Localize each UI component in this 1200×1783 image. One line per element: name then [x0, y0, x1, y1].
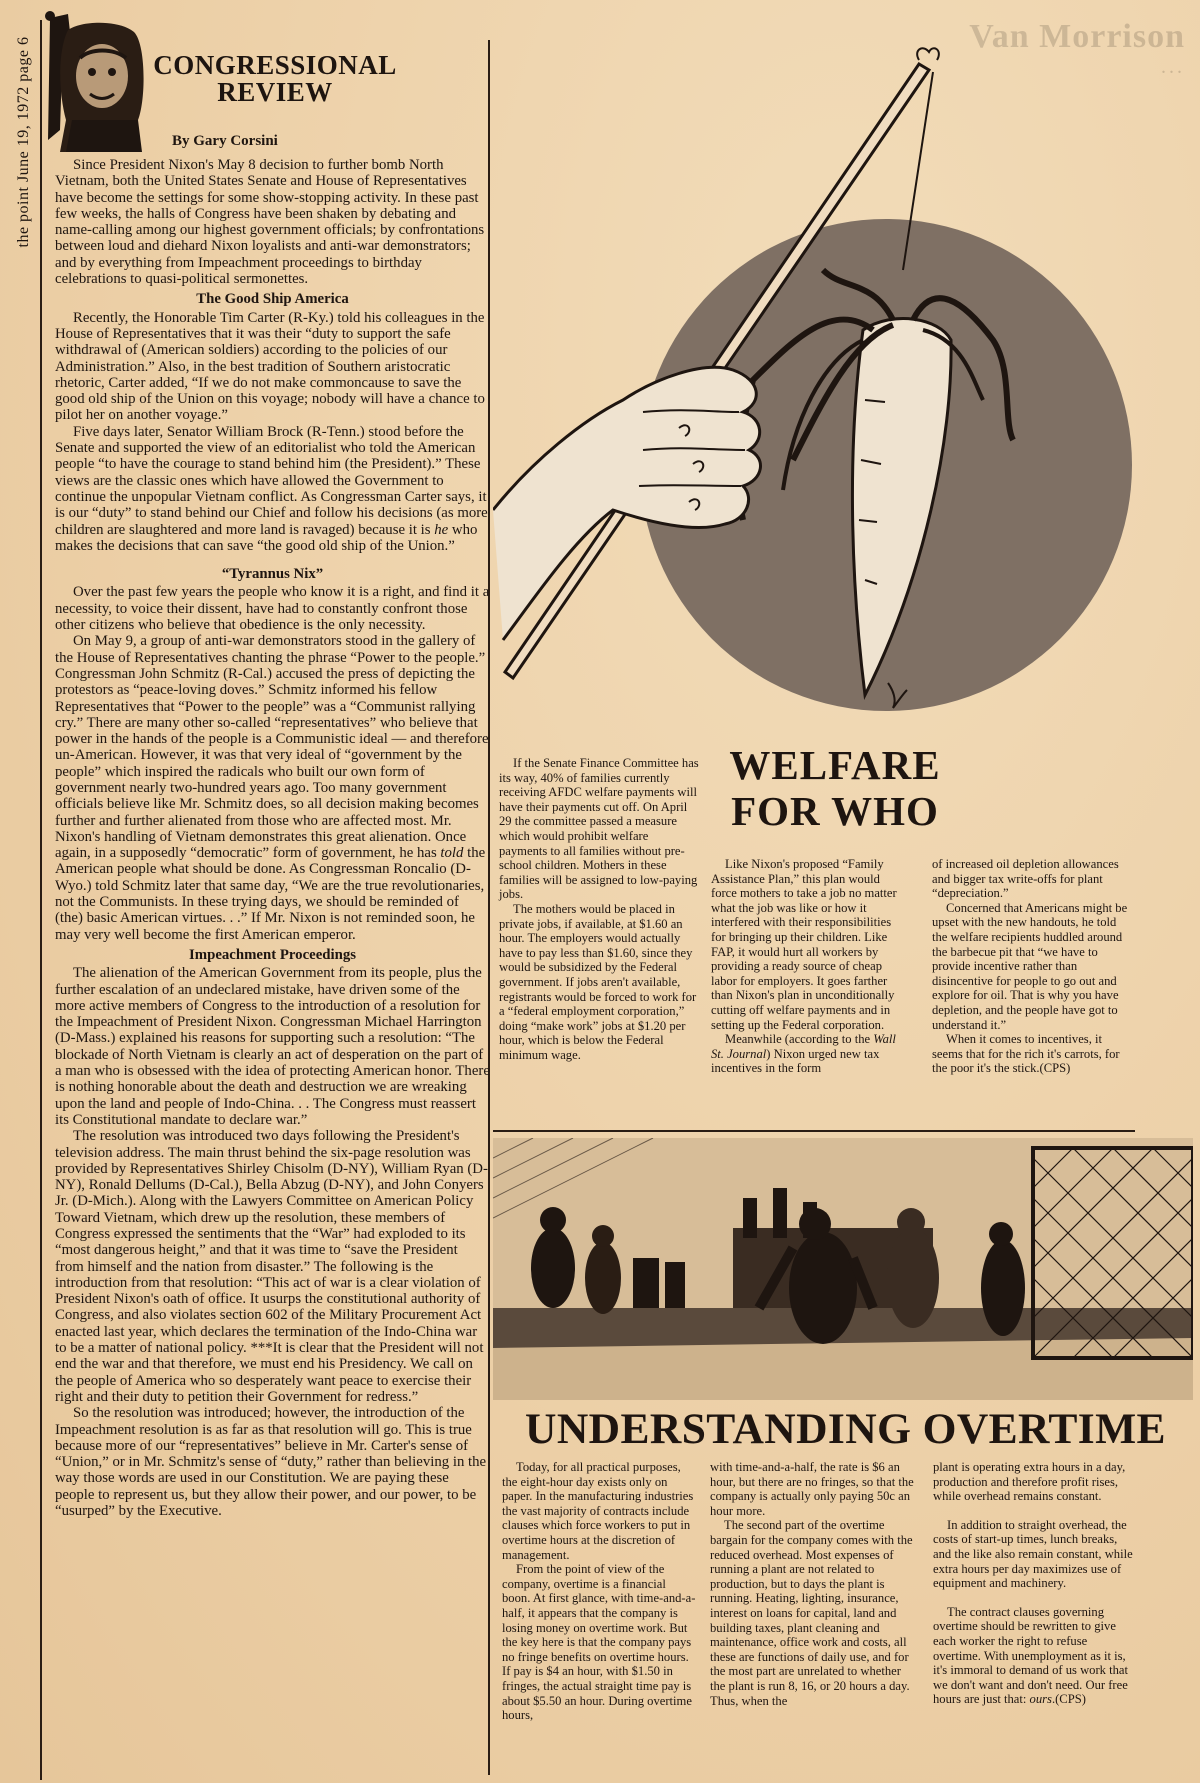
emphasis: Wall St. Journal: [711, 1032, 896, 1061]
overtime-column-1: [502, 1460, 697, 1723]
show-through-line-2: ...: [1161, 56, 1185, 78]
title-line-1: WELFARE: [729, 742, 941, 788]
article-paragraph: The second part of the overtime bargain for the company comes with the reduced overhead. Most expenses of running a plant are not related to production, but to days the plant is running. Heating, lighting, insurance, interest on loans for capital, land and building taxes, plant cleaning and maintenance, office work and costs, all these are functions of daily use, and for the most part are unrelated to whether the plant is run 8, 16, or 20 hours a day. Thus, when the: [710, 1518, 913, 1708]
article-paragraph: In addition to straight overhead, the costs of start-up times, lunch breaks, and the like also remain constant, while extra hours per day maximizes use of equipment and machinery.: [933, 1517, 1133, 1591]
article-paragraph: If the Senate Finance Committee has its way, 40% of families currently receiving AFDC welfare payments will have their payments cut off. On April 29 the committee passed a measure which would prohibit welfare payments to all families without pre-school children. Mothers in these families will be assigned to low-paying jobs.: [499, 756, 699, 902]
congressional-review-article: [55, 157, 490, 1519]
article-paragraph: [933, 1605, 1133, 1707]
subheading: “Tyrannus Nix”: [221, 566, 324, 583]
article-paragraph: Recently, the Honorable Tim Carter (R-Ky.) told his colleagues in the House of Representatives that it was their “duty to support the safe withdrawal of (American soldiers) according to the policies of our Administration.” Also, in the best tradition of Southern aristocratic rhetoric, Carter added, “If we do not make commoncause to save the good old ship of the Union on this voyage; nobody will have a chance to pilot her on another voyage.”: [55, 309, 485, 424]
subheading: The Good Ship America: [196, 291, 349, 308]
welfare-column-3: [932, 857, 1128, 1076]
article-paragraph: Since President Nixon's May 8 decision to further bomb North Vietnam, both the United States Senate and House of Representatives have become the settings for some show-stopping activity. In these past few weeks, the halls of Congress have been shaken by debating and name-calling among our highest government officials; by confrontations between loud and diehard Nixon loyalists and anti-war demonstrators; and by everything from Impeachment proceedings to birthday celebrations to quasi-political sermonettes.: [55, 157, 485, 288]
carrot-and-stick-illustration: [493, 40, 1193, 740]
text-span: ) Nixon urged new tax incentives in the form: [711, 1046, 880, 1076]
article-paragraph: The alienation of the American Government from its people, plus the further escalation of an undeclared mistake, have driven some of the more active members of Congress to the introduction of a resolution for the Impeachment of President Nixon. Congressman Michael Harrington (D-Mass.) explained his reasons for supporting such a resolution: “The blockade of North Vietnam is clearly an act of desperation on the part of a man who is obsessed with the idea of protecting American honor. There is nothing honorable about the death and destruction we are wreaking upon the land and people of Indo-China. . . The Congress must reassert its Constitutional mandate to declare war.”: [55, 965, 490, 1128]
overtime-column-2: [710, 1460, 915, 1708]
overtime-column-3: [933, 1460, 1133, 1707]
article-paragraph: Like Nixon's proposed “Family Assistance Plan,” this plan would force mothers to take a job no matter what the job was like or how it interfered with their responsibilities for bringing up their children. Like FAP, it would hurt all workers by providing a ready source of cheap labor for employers. It goes farther than Nixon's plan in unconditionally cutting off welfare payments and in setting up the Federal corporation.: [711, 857, 897, 1032]
congress-caricature-logo: [42, 10, 160, 155]
article-paragraph: Concerned that Americans might be upset with the new handouts, he told the welfare recipients huddled around the barbecue pit that “we have to provide incentive rather than disincentive for people to go out and explore for oil. That is why you have depletion, and the people have got to understand it.”: [932, 900, 1128, 1032]
welfare-column-2: [711, 857, 907, 1076]
emphasis: he: [434, 521, 449, 538]
welfare-for-who-title: [700, 742, 970, 834]
left-margin-rule: [40, 20, 42, 1780]
understanding-overtime-title: UNDERSTANDING OVERTIME: [525, 1405, 1166, 1453]
title-line-1: CONGRESSIONAL: [153, 50, 397, 80]
factory-workers-illustration: [493, 1138, 1193, 1400]
congressional-review-title: [150, 52, 400, 106]
article-paragraph: with time-and-a-half, the rate is $6 an hour, but there are no fringes, so that the company is actually only paying 50c an hour more.: [710, 1460, 914, 1518]
article-paragraph: So the resolution was introduced; however, the introduction of the Impeachment resolution is as far as that resolution will go. This is true because more of our “representatives” believe in Mr. Carter's sense of “Union,” or in Mr. Schmitz's sense of “duty,” rather than believing in the way those words are used in our Constitution. We are paying these people to represent us, but they allow their power, and our power, to be “usurped” by the Executive.: [55, 1405, 487, 1520]
article-paragraph: [711, 1032, 907, 1076]
show-through-line-1: Van Morrison: [969, 18, 1185, 55]
text-span: The contract clauses governing overtime should be rewritten to give each worker the right to refuse overtime. With unemployment as it is, it's immoral to demand of us work that we don't want and don't need. Our free hours are just that:: [933, 1604, 1128, 1707]
byline: By Gary Corsini: [172, 133, 278, 149]
article-paragraph: [55, 633, 490, 943]
dateline-text: the point June 19, 1972 page 6: [15, 36, 32, 248]
article-paragraph: Today, for all practical purposes, the eight-hour day exists only on paper. In the manufacturing industries the vast majority of contracts include clauses which force workers to put in overtime hours at the discretion of management.: [502, 1460, 694, 1562]
text-span: Five days later, Senator William Brock (R-Tenn.) stood before the Senate and supported the view of an editorialist who told the American people “to have the courage to stand behind him (the President).” These views are the classic ones which have allowed the Government to continue the unpopular Vietnam conflict. As Congressman Carter says, it is our “duty” to stand behind our Chief and follow his decisions (as more children are slaughtered and more land is ravaged) because it is: [55, 423, 488, 538]
welfare-column-1: [499, 756, 699, 1062]
section-rule: [493, 1130, 1135, 1132]
article-paragraph: From the point of view of the company, overtime is a financial boon. At first glance, with time-and-a-half, it appears that the company is losing money on overtime work. But the key here is that the company pays no fringe benefits on overtime hours. If pay is $4 an hour, with $1.50 in fringes, the actual straight time pay is about $5.50 an hour. During overtime hours,: [502, 1562, 696, 1723]
title-line-2: REVIEW: [217, 77, 333, 107]
article-paragraph: The resolution was introduced two days following the President's television address. The main thrust behind the six-page resolution was provided by Representatives Shirley Chisolm (D-NY), William Ryan (D-NY), Ronald Dellums (D-Cal.), Bella Abzug (D-NY), and John Conyers Jr. (D-Mich.). Along with the Lawyers Committee on American Policy Toward Vietnam, which drew up the resolution, these members of Congress expressed the sentiments that the “War” had exploded to its “most dangerous height,” and that it was time to “save the President from himself and the nation from disaster.” The following is the introduction from that resolution: “This act of war is a clear violation of President Nixon's oath of office. It usurps the constitutional authority of Congress, and also violates section 602 of the Military Procurement Act enacted last year, which declares the termination of the Indo-China war to be a matter of national policy. ***It is clear that the President will not end the war and that therefore, we must end his Presidency. We call on the people of America who so desperately want peace to exercise their right and their duty to petition their Government for redress.”: [55, 1128, 488, 1405]
title-line-2: FOR WHO: [731, 788, 939, 834]
article-paragraph: Over the past few years the people who know it is a right, and find it a necessity, to voice their dissent, have had to constantly confront those other citizens who believe that obedience is the only necessity.: [55, 584, 490, 634]
article-paragraph: plant is operating extra hours in a day, production and therefore profit rises, while overhead remains constant.: [933, 1460, 1126, 1504]
text-span: On May 9, a group of anti-war demonstrators stood in the gallery of the House of Representatives chanting the phrase “Power to the people.” Congressman John Schmitz (R-Cal.) accused the press of depicting the protestors as “peace-loving doves.” Schmitz informed his fellow Representatives that “Power to the people” was a “Communist rallying cry.” There are many other so-called “representatives” who believe that power in the hands of the people is a Communistic ideal — and therefore un-American. However, it was that very ideal of “government by the people” which inspired the radicals who built our own form of government nearly two-hundred years ago. Too many government officials believe like Mr. Schmitz does, so all decision making becomes further and further alienated from those who are affected most. Mr. Nixon's handling of Vietnam demonstrates this great alienation. Once again, in a supposedly “democratic” form of government, he has: [55, 633, 489, 862]
text-span: the American people what should be done. As Congressman Roncalio (D-Wyo.) told Schmitz later that same day, “We are the true revolutionaries, not the Communists. In these trying days, we should be reminded of (the) basic American virtues. . .” If Mr. Nixon is not reminded soon, he may very well become the first American emperor.: [55, 845, 486, 943]
text-span: Meanwhile (according to the: [725, 1032, 874, 1047]
article-paragraph: [55, 424, 490, 554]
text-span: who makes the decisions that can save “the good old ship of the Union.”: [55, 521, 478, 554]
text-span: .(CPS): [1051, 1692, 1086, 1707]
article-paragraph: When it comes to incentives, it seems that for the rich it's carrots, for the poor it's the stick.(CPS): [932, 1032, 1120, 1076]
article-paragraph: The mothers would be placed in private jobs, if available, at $1.60 an hour. The employers would actually have to pay less than $1.60, since they would be subsidized by the Federal government. If jobs aren't available, registrants would be forced to work for a “federal employment corporation,” doing “make work” jobs at $1.20 per hour, which is below the Federal minimum wage.: [499, 901, 697, 1062]
subheading: Impeachment Proceedings: [189, 946, 356, 963]
emphasis: told: [440, 845, 464, 862]
article-paragraph: of increased oil depletion allowances and bigger tax write-offs for plant “depreciation.”: [932, 857, 1119, 901]
emphasis: ours: [1029, 1692, 1052, 1707]
